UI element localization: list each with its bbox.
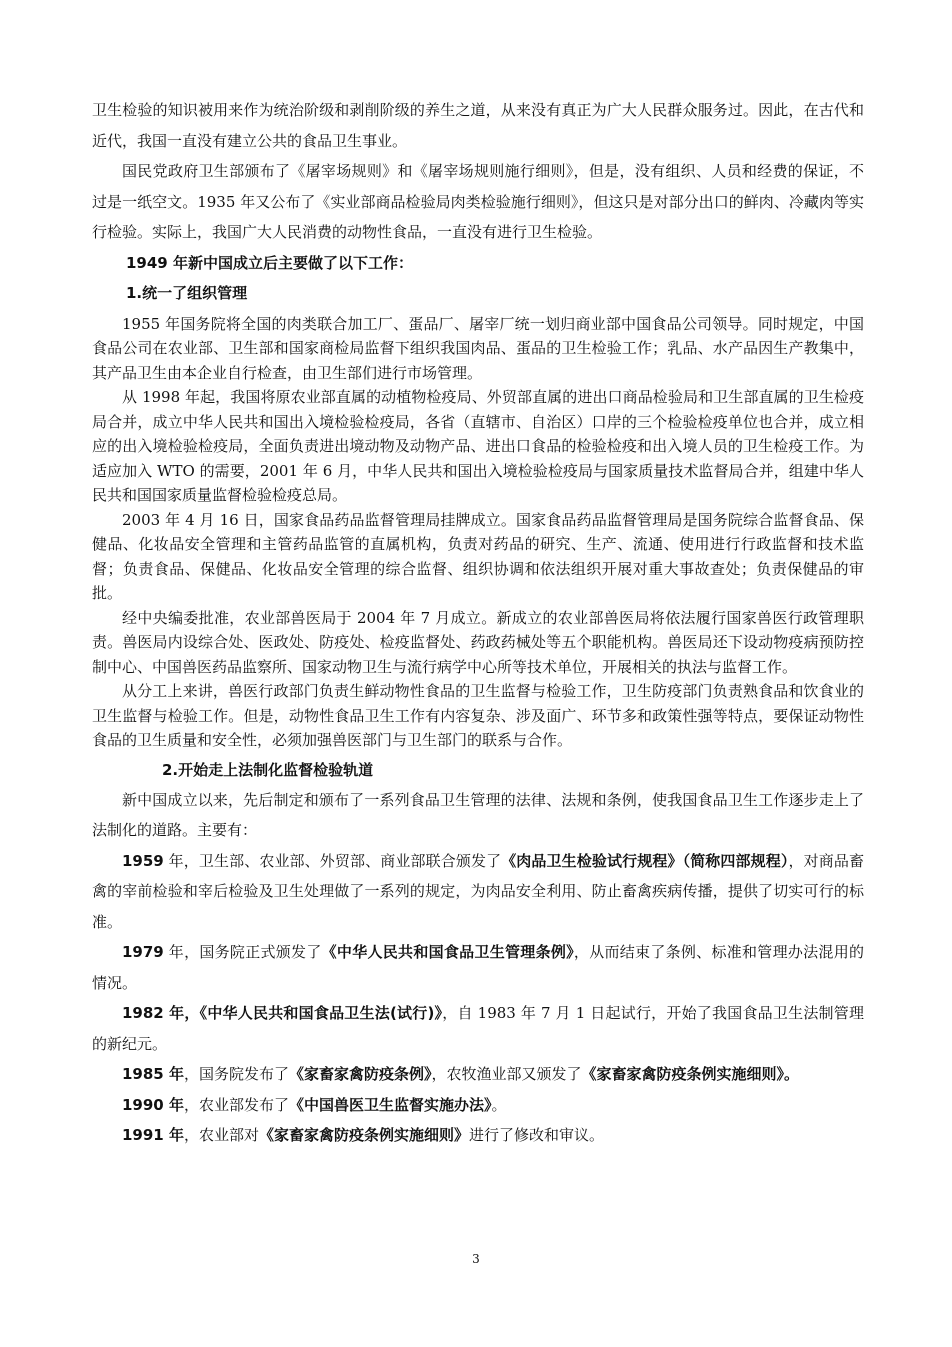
law-title: 《中国兽医卫生监督实施办法》	[289, 1095, 492, 1114]
paragraph-1998: 从 1998 年起，我国将原农业部直属的动植物检疫局、外贸部直属的进出口商品检验局和卫生部直属的卫生检疫局合并，成立中华人民共和国出入境检验检疫局，各省（直辖市、自治区）口岸的三个检验检疫单位也合并，成立相应的出入境检验检疫局，全面负责进出境动物及动物产品、进出口食品的检验检疫和出入境人员的卫生检疫工作。为适应加入 WTO 的需要，2001 年 6 月，中华人民共和国出入境检验检疫局与国家质量技术监督局合并，组建中华人民共和国国家质量监督检验检疫总局。	[92, 388, 864, 504]
heading-organization: 1.统一了组织管理	[126, 283, 248, 302]
law-item: 1982 年，《中华人民共和国食品卫生法(试行)》，自 1983 年 7 月 1 日起试行，开始了我国食品卫生法制管理的新纪元。	[92, 1004, 864, 1053]
heading-1949-work: 1949 年新中国成立后主要做了以下工作：	[126, 253, 413, 272]
law-title-2: 《家畜家禽防疫条例实施细则》。	[581, 1065, 800, 1083]
document-page	[92, 95, 864, 1151]
law-year: 1959	[122, 851, 164, 870]
law-title: 《家畜家禽防疫条例》	[289, 1065, 432, 1083]
law-title: 《中华人民共和国食品卫生管理条例》	[321, 943, 574, 961]
paragraph-2003: 2003 年 4 月 16 日，国家食品药品监督管理局挂牌成立。国家食品药品监督管理局是国务院综合监督食品、保健品、化妆品安全管理和主管药品监管的直属机构，负责对药品的研究、生产、流通、使用进行行政监督和技术监督；负责食品、保健品、化妆品安全管理的综合监督、组织协调和依法组织开展对重大事故查处；负责保健品的审批。	[92, 510, 864, 602]
paragraph-ancient-hygiene: 卫生检验的知识被用来作为统治阶级和剥削阶级的养生之道，从来没有真正为广大人民群众服务过。因此，在古代和近代，我国一直没有建立公共的食品卫生事业。	[92, 101, 864, 150]
law-item: 1959 年，卫生部、农业部、外贸部、商业部联合颁发了《肉品卫生检验试行规程》（简称四部规程），对商品畜禽的宰前检验和宰后检验及卫生处理做了一系列的规定，为肉品安全利用、防止畜禽疾病传播，提供了切实可行的标准。	[92, 851, 864, 931]
law-title: 《中华人民共和国食品卫生法(试行)》	[199, 1004, 443, 1022]
law-year: 1991 年	[122, 1126, 184, 1144]
law-year: 1990 年	[122, 1095, 184, 1114]
paragraph-laws-intro: 新中国成立以来，先后制定和颁布了一系列食品卫生管理的法律、法规和条例，使我国食品卫生工作逐步走上了法制化的道路。主要有：	[92, 790, 864, 839]
paragraph-1955: 1955 年国务院将全国的肉类联合加工厂、蛋品厂、屠宰厂统一划归商业部中国食品公司领导。同时规定，中国食品公司在农业部、卫生部和国家商检局监督下组织我国肉品、蛋品的卫生检验工作；乳品、水产品因生产教集中，其产品卫生由本企业自行检查，由卫生部们进行市场管理。	[92, 314, 864, 382]
paragraph-2004: 经中央编委批准，农业部兽医局于 2004 年 7 月成立。新成立的农业部兽医局将依法履行国家兽医行政管理职责。兽医局内设综合处、医政处、防疫处、检疫监督处、药政药械处等五个职能机构。兽医局还下设动物疫病预防控制中心、中国兽医药品监察所、国家动物卫生与流行病学中心所等技术单位，开展相关的执法与监督工作。	[92, 608, 864, 676]
law-item: 1990 年，农业部发布了《中国兽医卫生监督实施办法》。	[122, 1095, 507, 1114]
law-title: 《肉品卫生检验试行规程》（简称四部规程）	[501, 851, 789, 870]
law-year: 1982 年，	[122, 1004, 200, 1022]
paragraph-division: 从分工上来讲，兽医行政部门负责生鲜动物性食品的卫生监督与检验工作，卫生防疫部门负责熟食品和饮食业的卫生监督与检验工作。但是，动物性食品卫生工作有内容复杂、涉及面广、环节多和政策性强等特点，要保证动物性食品的卫生质量和安全性，必须加强兽医部门与卫生部门的联系与合作。	[92, 682, 864, 749]
paragraph-kmt-regulations: 国民党政府卫生部颁布了《屠宰场规则》和《屠宰场规则施行细则》，但是，没有组织、人员和经费的保证，不过是一纸空文。1935 年又公布了《实业部商品检验局肉类检验施行细则》，但这只是对部分出口的鲜肉、冷藏肉等实行检验。实际上，我国广大人民消费的动物性食品，一直没有进行卫生检验。	[92, 162, 864, 241]
law-year: 1979	[122, 943, 164, 961]
heading-legal: 2.开始走上法制化监督检验轨道	[162, 760, 374, 779]
law-item: 1979 年，国务院正式颁发了《中华人民共和国食品卫生管理条例》，从而结束了条例、标准和管理办法混用的情况。	[92, 943, 864, 992]
law-item: 1985 年，国务院发布了《家畜家禽防疫条例》，农牧渔业部又颁发了《家畜家禽防疫条例实施细则》。	[122, 1065, 800, 1083]
page-number: 3	[472, 1252, 480, 1266]
law-title: 《家畜家禽防疫条例实施细则》	[259, 1126, 470, 1144]
law-year: 1985 年	[122, 1065, 184, 1083]
law-item: 1991 年，农业部对《家畜家禽防疫条例实施细则》进行了修改和审议。	[122, 1126, 605, 1144]
